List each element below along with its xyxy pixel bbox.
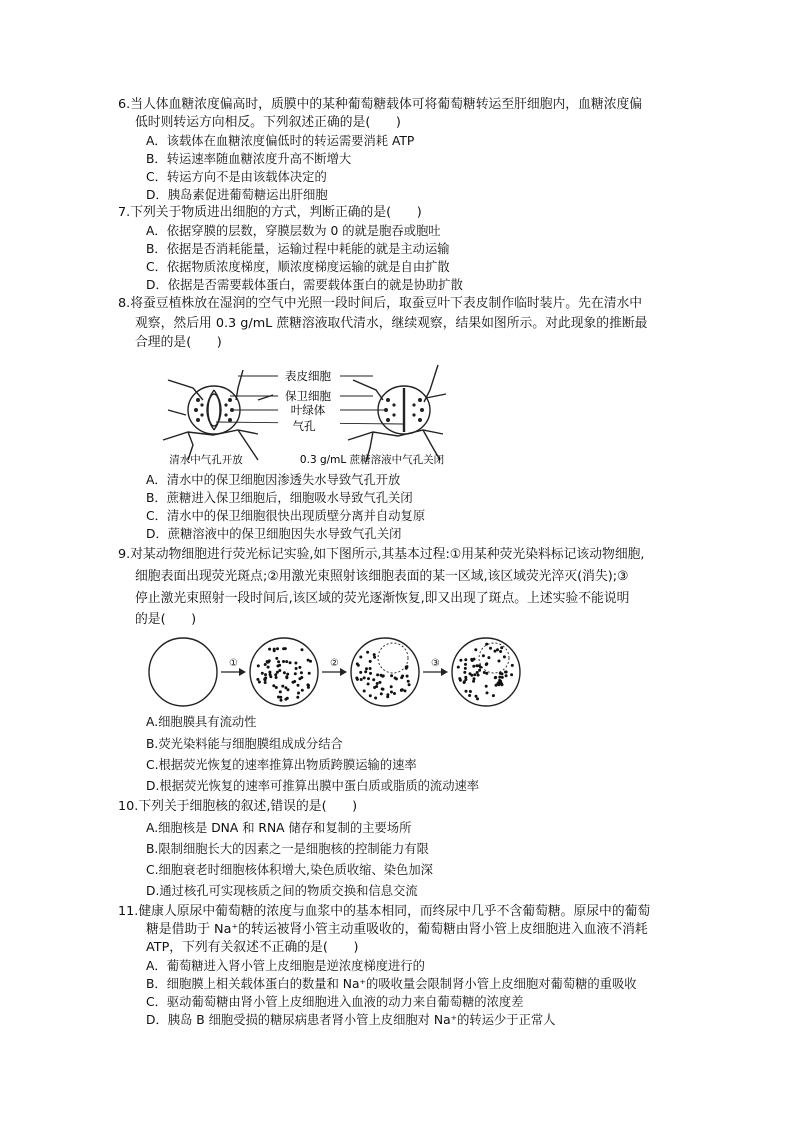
q11-option-c: C．驱动葡萄糖由肾小管上皮细胞进入血液的动力来自葡萄糖的浓度差 (146, 995, 524, 1009)
fluorescent-spot (266, 660, 269, 663)
fig8-caption-left: 清水中气孔开放 (169, 454, 243, 466)
fluorescent-spot (360, 678, 363, 681)
fluorescent-spot (363, 676, 366, 679)
fluorescent-spot (379, 681, 382, 684)
fluorescent-spot (390, 685, 393, 688)
q11-option-d: D．胰岛 B 细胞受损的糖尿病患者肾小管上皮细胞对 Na⁺的转运少于正常人 (146, 1013, 556, 1027)
fluorescent-spot (401, 675, 404, 678)
fluorescent-spot (494, 676, 497, 679)
fluorescent-spot (511, 664, 514, 667)
stomata-figure (158, 360, 448, 468)
fluorescent-spot (297, 684, 300, 687)
fluorescent-spot (257, 664, 260, 667)
fluorescent-spot (499, 650, 502, 653)
fluorescent-spot (275, 657, 278, 660)
fluorescent-spot (500, 646, 503, 649)
fluorescent-spot (492, 694, 495, 697)
fluorescent-spot (487, 656, 490, 659)
fluorescent-spot (374, 697, 377, 700)
fluorescent-spot (494, 650, 497, 653)
fluorescent-spot (268, 648, 271, 651)
fluorescent-spot (295, 667, 298, 670)
fluorescent-spot (376, 673, 379, 676)
fluorescent-spot (485, 672, 488, 675)
arrow-head (441, 668, 448, 676)
fluorescent-spot (308, 672, 311, 675)
q10-option-a: A.细胞核是 DNA 和 RNA 储存和复制的主要场所 (146, 821, 412, 835)
fluorescent-spot (264, 673, 267, 676)
q7-option-b: B．依据是否消耗能量，运输过程中耗能的就是主动运输 (146, 242, 450, 256)
step-label: ② (330, 658, 339, 669)
fluorescent-spot (275, 686, 278, 689)
fluorescent-spot (400, 689, 403, 692)
q7-stem-line1: 7.下列关于物质进出细胞的方式，判断正确的是( ) (118, 205, 422, 220)
fluorescent-spot (476, 697, 479, 700)
fluorescent-spot (505, 674, 508, 677)
arrow-head (239, 668, 246, 676)
fluorescent-spot (258, 681, 261, 684)
fluorescent-spot (282, 647, 285, 650)
fig8-label-guard: 保卫细胞 (285, 389, 331, 403)
fluorescent-spot (301, 689, 304, 692)
fluorescent-spot (500, 682, 503, 685)
fluorescent-spot (482, 654, 485, 657)
fluorescent-spot (275, 676, 278, 679)
q9-stem-line4: 的是( ) (135, 612, 197, 627)
fluorescent-spot (470, 674, 473, 677)
fluorescent-spot (504, 671, 507, 674)
fluorescent-spot (475, 664, 478, 667)
fluorescent-spot (473, 673, 476, 676)
fluorescent-spot (474, 648, 477, 651)
fluorescent-spot (373, 656, 376, 659)
q10-option-b: B.限制细胞长大的因素之一是细胞核的控制能力有限 (146, 842, 429, 856)
fluorescent-spot (283, 671, 286, 674)
fluorescent-spot (276, 665, 279, 668)
q9-option-c: C.根据荧光恢复的速率推算出物质跨膜运输的速率 (146, 758, 417, 772)
fluorescent-spot (301, 648, 304, 651)
fluorescent-spot (472, 680, 475, 683)
fluorescent-spot (282, 660, 285, 663)
q6-option-c: C．转运方向不是由该载体决定的 (146, 170, 327, 184)
q6-option-b: B．转运速率随血糖浓度升高不断增大 (146, 152, 352, 166)
fluorescent-spot (472, 665, 475, 668)
fluorescent-spot (272, 684, 275, 687)
fluorescent-spot (499, 672, 502, 675)
fluorescent-spot (395, 677, 398, 680)
fluorescent-spot (363, 690, 366, 693)
q8-option-b: B．蔗糖进入保卫细胞后，细胞吸水导致气孔关闭 (146, 491, 413, 505)
fluorescent-spot (369, 672, 372, 675)
q8-stem-line2: 观察，然后用 0.3 g/mL 蔗糖溶液取代清水，继续观察，结果如图所示。对此现象的推断最 (135, 316, 648, 331)
fluorescent-spot (264, 663, 267, 666)
fluorescent-spot (510, 673, 513, 676)
fig8-label-chloroplast: 叶绿体 (290, 403, 326, 417)
fluorescent-spot (380, 674, 383, 677)
q7-option-a: A．依据穿膜的层数，穿膜层数为 0 的就是胞吞或胞吐 (146, 224, 441, 238)
q8-stem-line1: 8.将蚕豆植株放在湿润的空气中光照一段时间后，取蚕豆叶下表皮制作临时装片。先在清水中 (118, 296, 643, 311)
fluorescent-spot (298, 666, 301, 669)
q11-stem-line1: 11.健康人原尿中葡萄糖的浓度与血浆中的基本相同，而终尿中几乎不含葡萄糖。原尿中的葡萄 (118, 904, 651, 919)
fluorescent-spot (373, 653, 376, 656)
q7-option-c: C．依据物质浓度梯度，顺浓度梯度运输的就是自由扩散 (146, 260, 450, 274)
q6-stem-line2: 低时则转运方向相反。下列叙述正确的是( ) (135, 115, 401, 130)
fluorescent-spot (407, 680, 410, 683)
q7-option-d: D．依据是否需要载体蛋白，需要载体蛋白的就是协助扩散 (146, 278, 463, 292)
arrow-head (340, 668, 347, 676)
cell-circle-4 (452, 638, 520, 706)
fluorescent-spot (390, 691, 393, 694)
q11-option-a: A．葡萄糖进入肾小管上皮细胞是逆浓度梯度进行的 (146, 959, 425, 973)
fluorescent-spot (375, 685, 378, 688)
q11-stem-line3: ATP，下列有关叙述不正确的是( ) (146, 940, 359, 955)
fluorescent-spot (404, 689, 407, 692)
q10-option-d: D.通过核孔可实现核质之间的物质交换和信息交流 (146, 884, 418, 898)
fluorescent-spot (475, 695, 478, 698)
fig8-label-stoma: 气孔 (292, 419, 316, 433)
fluorescent-spot (286, 697, 289, 700)
fluorescent-spot (286, 673, 289, 676)
q11-option-b: B．细胞膜上相关载体蛋白的数量和 Na⁺的吸收量会限制肾小管上皮细胞对葡萄糖的重吸收 (146, 977, 637, 991)
fluorescent-spot (386, 693, 389, 696)
fluorescent-spot (298, 677, 301, 680)
fluorescent-spot (281, 685, 284, 688)
fluorescent-spot (464, 667, 467, 670)
fluorescent-spot (261, 672, 264, 675)
fluorescent-spot (464, 663, 467, 666)
fluorescent-spot (296, 696, 299, 699)
fluorescent-spot (267, 666, 270, 669)
fluorescent-spot (276, 671, 279, 674)
fluorescent-spot (408, 683, 411, 686)
fluorescent-spot (284, 686, 287, 689)
fluorescent-spot (292, 681, 295, 684)
fluorescent-spot (277, 660, 280, 663)
q10-option-c: C.细胞衰老时细胞核体积增大,染色质收缩、染色加深 (146, 863, 433, 877)
q6-stem-line1: 6.当人体血糖浓度偏高时，质膜中的某种葡萄糖载体可将葡萄糖转运至肝细胞内，血糖浓度偏 (118, 97, 643, 112)
fluorescent-spot (498, 660, 501, 663)
fluorescent-spot (297, 692, 300, 695)
fluorescent-spot (390, 674, 393, 677)
fluorescent-spot (457, 666, 460, 669)
fluorescent-spot (276, 647, 279, 650)
fluorescent-spot (279, 696, 282, 699)
q6-option-d: D．胰岛素促进葡萄糖运出肝细胞 (146, 188, 328, 202)
fluorescent-spot (485, 662, 488, 665)
fluorescent-spot (406, 665, 409, 668)
fluorescent-spot (359, 656, 362, 659)
fluorescent-spot (406, 675, 409, 678)
fluorescent-spot (469, 690, 472, 693)
fluorescent-spot (307, 686, 310, 689)
fluorescent-spot (307, 659, 310, 662)
fluorescent-spot (366, 651, 369, 654)
fluorescent-spot (381, 688, 384, 691)
fluorescent-spot (465, 690, 468, 693)
fluorescent-spot (463, 671, 466, 674)
fluorescent-spot (486, 691, 489, 694)
fluorescent-spot (369, 660, 372, 663)
q6-option-a: A．该载体在血糖浓度偏低时的转运需要消耗 ATP (146, 134, 415, 148)
q8-option-a: A．清水中的保卫细胞因渗透失水导致气孔开放 (146, 473, 401, 487)
fluorescent-spot (274, 673, 277, 676)
q9-stem-line3: 停止激光束照射一段时间后,该区域的荧光逐渐恢复,即又出现了斑点。上述实验不能说明 (135, 591, 630, 606)
fluorescent-spot (356, 662, 359, 665)
fluorescent-spot (256, 678, 259, 681)
fluorescent-spot (393, 692, 396, 695)
fluorescent-spot (464, 658, 467, 661)
fig8-caption-right: 0.3 g/mL 蔗糖溶液中气孔关闭 (299, 454, 445, 466)
fluorescent-spot (463, 681, 466, 684)
fluorescent-spot (269, 673, 272, 676)
fluorescent-spot (477, 674, 480, 677)
q8-option-c: C．清水中的保卫细胞很快出现质壁分离并自动复原 (146, 509, 426, 523)
fluorescent-spot (294, 672, 297, 675)
fluorescent-spot (264, 676, 267, 679)
fluorescent-spot (365, 667, 368, 670)
q9-option-d: D.根据荧光恢复的速率可推算出膜中蛋白质或脂质的流动速率 (146, 779, 480, 793)
fluorescent-spot (285, 675, 288, 678)
q10-stem-line1: 10.下列关于细胞核的叙述,错误的是( ) (118, 799, 358, 814)
fluorescent-spot (468, 694, 471, 697)
fluorescent-spot (495, 684, 498, 687)
fluorescent-spot (369, 694, 372, 697)
fluorescent-spot (485, 685, 488, 688)
fluorescent-spot (470, 658, 473, 661)
q9-option-a: A.细胞膜具有流动性 (146, 715, 257, 729)
q9-stem-line2: 细胞表面出现荧光斑点;②用激光束照射该细胞表面的某一区域,该区域荧光淬灭(消失);③ (135, 569, 629, 584)
q9-option-b: B.荧光染料能与细胞膜组成成分结合 (146, 737, 343, 751)
q8-option-d: D．蔗糖溶液中的保卫细胞因失水导致气孔关闭 (146, 527, 402, 541)
fluorescent-spot (367, 683, 370, 686)
fluorescent-spot (364, 670, 367, 673)
fluorescent-spot (503, 655, 506, 658)
step-label: ③ (431, 658, 440, 669)
fluorescent-spot (372, 678, 375, 681)
fluorescent-spot (367, 677, 370, 680)
fluorescent-spot (280, 699, 283, 702)
fluorescence-figure (148, 632, 530, 712)
fluorescent-spot (300, 671, 303, 674)
fluorescent-spot (294, 662, 297, 665)
fluorescent-spot (279, 690, 282, 693)
fluorescent-spot (478, 669, 481, 672)
fluorescent-spot (289, 661, 292, 664)
cell-circle-1 (149, 638, 217, 706)
fluorescent-spot (376, 682, 379, 685)
fluorescent-spot (464, 678, 467, 681)
fluorescent-spot (264, 681, 267, 684)
q8-stem-line3: 合理的是( ) (135, 335, 222, 350)
fluorescent-spot (498, 676, 501, 679)
fluorescent-spot (476, 671, 479, 674)
fluorescent-spot (369, 667, 372, 670)
fluorescent-spot (355, 677, 358, 680)
q9-stem-line1: 9.对某动物细胞进行荧光标记实验,如下图所示,其基本过程:①用某种荧光染料标记该动物细胞, (118, 547, 645, 562)
fluorescent-spot (473, 677, 476, 680)
fig8-label-epidermis: 表皮细胞 (285, 369, 331, 383)
fluorescent-spot (380, 692, 383, 695)
q11-stem-line2: 糖是借助于 Na⁺的转运被肾小管主动重吸收的，葡萄糖由肾小管上皮细胞进入血液不消耗 (146, 922, 648, 937)
fluorescent-spot (459, 659, 462, 662)
step-label: ① (229, 658, 238, 669)
fluorescent-spot (273, 648, 276, 651)
fluorescent-spot (285, 660, 288, 663)
fluorescent-spot (359, 671, 362, 674)
fluorescent-spot (489, 647, 492, 650)
fluorescent-spot (458, 677, 461, 680)
